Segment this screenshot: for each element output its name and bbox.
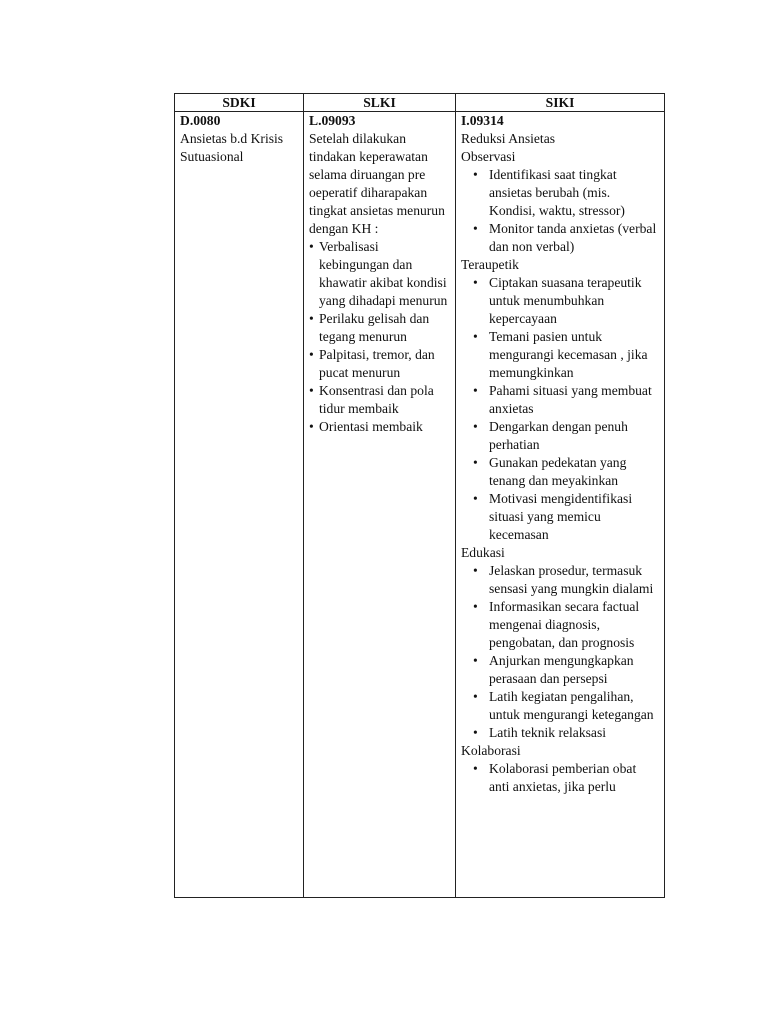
- section-observasi: Observasi: [461, 149, 516, 164]
- siki-cell: [456, 112, 665, 898]
- list-item: • Informasikan secara factual mengenai diagnosis, pengobatan, dan prognosis: [461, 598, 659, 652]
- sdki-code: D.0080: [180, 113, 221, 128]
- observasi-list: [461, 166, 659, 256]
- list-item: • Latih kegiatan pengalihan, untuk mengurangi ketegangan: [461, 688, 659, 724]
- slki-code: L.09093: [309, 113, 356, 128]
- header-row: [175, 94, 665, 112]
- list-item: • Pahami situasi yang membuat anxietas: [461, 382, 659, 418]
- list-item: • Temani pasien untuk mengurangi kecemasan , jika memungkinkan: [461, 328, 659, 382]
- section-edukasi: Edukasi: [461, 545, 505, 560]
- list-item: • Monitor tanda anxietas (verbal dan non verbal): [461, 220, 659, 256]
- list-item: • Gunakan pedekatan yang tenang dan meyakinkan: [461, 454, 659, 490]
- header-siki: SIKI: [456, 94, 665, 112]
- header-slki: SLKI: [304, 94, 456, 112]
- content-row: [175, 112, 665, 898]
- slki-intro: Setelah dilakukan tindakan keperawatan selama diruangan pre oeperatif diharapakan tingkat ansietas menurun dengan KH :: [309, 131, 445, 236]
- siki-code: I.09314: [461, 113, 504, 128]
- kolaborasi-list: [461, 760, 659, 796]
- list-item: • Orientasi membaik: [309, 418, 450, 436]
- list-item: • Palpitasi, tremor, dan pucat menurun: [309, 346, 450, 382]
- edukasi-list: [461, 562, 659, 742]
- list-item: • Motivasi mengidentifikasi situasi yang memicu kecemasan: [461, 490, 659, 544]
- list-item: • Identifikasi saat tingkat ansietas berubah (mis. Kondisi, waktu, stressor): [461, 166, 659, 220]
- nursing-care-table: [174, 93, 665, 898]
- list-item: • Kolaborasi pemberian obat anti anxietas, jika perlu: [461, 760, 659, 796]
- sdki-cell: [175, 112, 304, 898]
- list-item: • Latih teknik relaksasi: [461, 724, 659, 742]
- teraupetik-list: [461, 274, 659, 544]
- section-teraupetik: Teraupetik: [461, 257, 519, 272]
- list-item: • Konsentrasi dan pola tidur membaik: [309, 382, 450, 418]
- slki-criteria-list: [309, 238, 450, 436]
- header-sdki: SDKI: [175, 94, 304, 112]
- list-item: • Anjurkan mengungkapkan perasaan dan persepsi: [461, 652, 659, 688]
- list-item: • Jelaskan prosedur, termasuk sensasi yang mungkin dialami: [461, 562, 659, 598]
- list-item: • Perilaku gelisah dan tegang menurun: [309, 310, 450, 346]
- slki-cell: [304, 112, 456, 898]
- list-item: • Ciptakan suasana terapeutik untuk menumbuhkan kepercayaan: [461, 274, 659, 328]
- sdki-diagnosis: Ansietas b.d Krisis Sutuasional: [180, 131, 284, 164]
- section-kolaborasi: Kolaborasi: [461, 743, 521, 758]
- list-item: • Dengarkan dengan penuh perhatian: [461, 418, 659, 454]
- list-item: • Verbalisasi kebingungan dan khawatir akibat kondisi yang dihadapi menurun: [309, 238, 450, 310]
- siki-title: Reduksi Ansietas: [461, 131, 556, 146]
